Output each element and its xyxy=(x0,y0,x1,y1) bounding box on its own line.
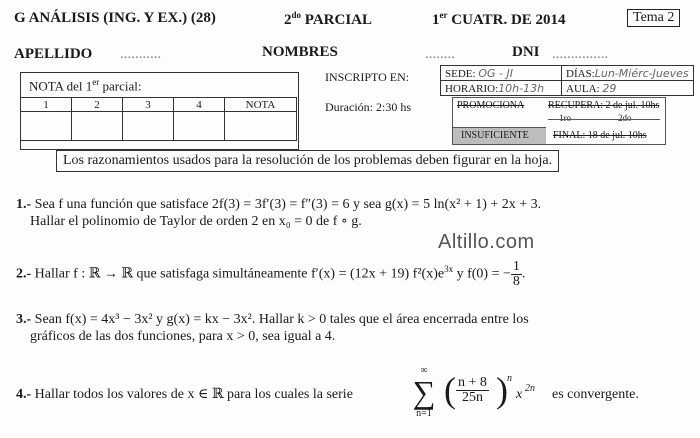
grade-cell-4 xyxy=(174,112,225,141)
grade-col-2: 2 xyxy=(72,98,123,112)
problem-2-mid: y f(0) = − xyxy=(453,266,511,282)
problem-4-pre: Hallar todos los valores de x ∈ ℝ para los cuales la serie xyxy=(34,387,353,402)
problem-2-fraction: $\frac{1}{8}$ xyxy=(512,259,520,289)
problem-2-text: Hallar f : ℝ → ℝ que satisfaga simultáneamente f′(x) = (12x + 19) f²(x)e xyxy=(34,266,445,282)
exam-word: PARCIAL xyxy=(304,12,372,28)
promociona-label: PROMOCIONA xyxy=(457,100,525,111)
exam-ordinal: 2 xyxy=(284,12,292,28)
problem-1-line-2: Hallar el polinomio de Taylor de orden 2 en x₀ = 0 de f ∘ g. xyxy=(30,214,362,229)
recupera-label: RECUPERA: 2 de jul. 10hs xyxy=(548,100,660,111)
sede-value: OG - JI xyxy=(478,66,513,80)
dias-value: Lun-Miérc-Jueves xyxy=(594,66,689,80)
aula-value: 29 xyxy=(602,81,617,95)
term-title xyxy=(432,10,566,29)
recupera-divider xyxy=(548,119,660,120)
grade-col-4: 4 xyxy=(174,98,225,112)
exam-title xyxy=(284,10,372,29)
dni-label: DNI xyxy=(512,44,540,60)
nombres-dots: ........ xyxy=(425,46,455,62)
term-word: CUATR. DE 2014 xyxy=(451,12,566,28)
recupera-first: 1ro xyxy=(559,113,571,123)
problem-2-number: 2.- xyxy=(16,266,32,282)
exam-ordinal-sup: do xyxy=(291,10,302,20)
problem-4-power-2n: 2n xyxy=(525,383,535,394)
inscripto-label: INSCRIPTO EN: xyxy=(325,70,410,84)
problem-4-x: x xyxy=(516,387,523,402)
problem-4-fraction: $\frac{n + 8}{25n}$ xyxy=(458,375,487,405)
aula-cell: AULA: 29 xyxy=(562,81,694,96)
grade-cell-2 xyxy=(72,112,123,141)
grades-table xyxy=(20,97,297,141)
apellido-dots: ........... xyxy=(120,46,162,62)
info-table xyxy=(440,65,694,96)
instruction-box: Los razonamientos usados para la resolución de los problemas deben figurar en la hoja. xyxy=(56,150,559,172)
grade-cell-3 xyxy=(123,112,174,141)
tema-badge: Tema 2 xyxy=(627,9,680,27)
insuficiente-label: INSUFICIENTE xyxy=(461,130,529,141)
status-box xyxy=(452,97,666,145)
grades-box xyxy=(20,72,299,150)
sede-cell: SEDE: OG - JI xyxy=(441,66,562,81)
dias-cell: DÍAS:Lun-Miérc-Jueves xyxy=(562,66,694,81)
problem-3-line-2: gráficos de las dos funciones, para x > 0, sea igual a 4. xyxy=(30,329,336,344)
apellido-label: APELLIDO xyxy=(14,46,93,62)
problem-1-number: 1.- xyxy=(16,197,32,212)
term-ordinal-sup: er xyxy=(439,10,448,20)
problem-2-exponent: 3x xyxy=(444,264,454,275)
grade-col-3: 3 xyxy=(123,98,174,112)
grade-col-1: 1 xyxy=(21,98,72,112)
horario-value: 10h-13h xyxy=(498,81,545,95)
grade-cell-1 xyxy=(21,112,72,141)
problem-1-line-1: Sea f una función que satisface 2f(3) = 3f′(3) = f″(3) = 6 y sea g(x) = 5 ln(x² + 1) + 2x + 3. xyxy=(34,197,542,212)
term-ordinal: 1 xyxy=(432,12,440,28)
horario-cell: HORARIO:10h-13h xyxy=(441,81,562,96)
problem-4-power-n: n xyxy=(507,373,512,384)
problem-4-sum: ∞ ∑ n=1 xyxy=(412,365,436,419)
dni-dots: ............... xyxy=(552,46,609,62)
problem-4-post: es convergente. xyxy=(552,387,639,402)
duracion-label: Duración: 2:30 hs xyxy=(325,100,411,114)
grades-box-title: NOTA del 1er parcial: xyxy=(29,77,142,94)
problem-2: 2.- Hallar f : ℝ → ℝ que satisfaga simultáneamente f′(x) = (12x + 19) $f^2(x)e^{3x}$ y f(0) = − $\frac{1}{8}$ . xyxy=(16,259,526,289)
problem-1 xyxy=(16,196,541,230)
grade-col-nota: NOTA xyxy=(225,98,297,112)
watermark: Altillo.com xyxy=(438,231,535,253)
problem-3 xyxy=(16,311,529,345)
problem-3-line-1: Sean f(x) = 4x³ − 3x² y g(x) = kx − 3x². Hallar k > 0 tales que el área encerrada entre los xyxy=(34,312,529,327)
problem-3-number: 3.- xyxy=(16,312,32,327)
problem-4-number: 4.- xyxy=(16,387,32,402)
recupera-second: 2do xyxy=(618,113,632,123)
grade-cell-nota xyxy=(225,112,297,141)
course-title: G ANÁLISIS (ING. Y EX.) (28) xyxy=(14,10,216,26)
final-label: FINAL: 18 de jul. 10hs xyxy=(553,130,647,141)
nombres-label: NOMBRES xyxy=(262,44,338,60)
